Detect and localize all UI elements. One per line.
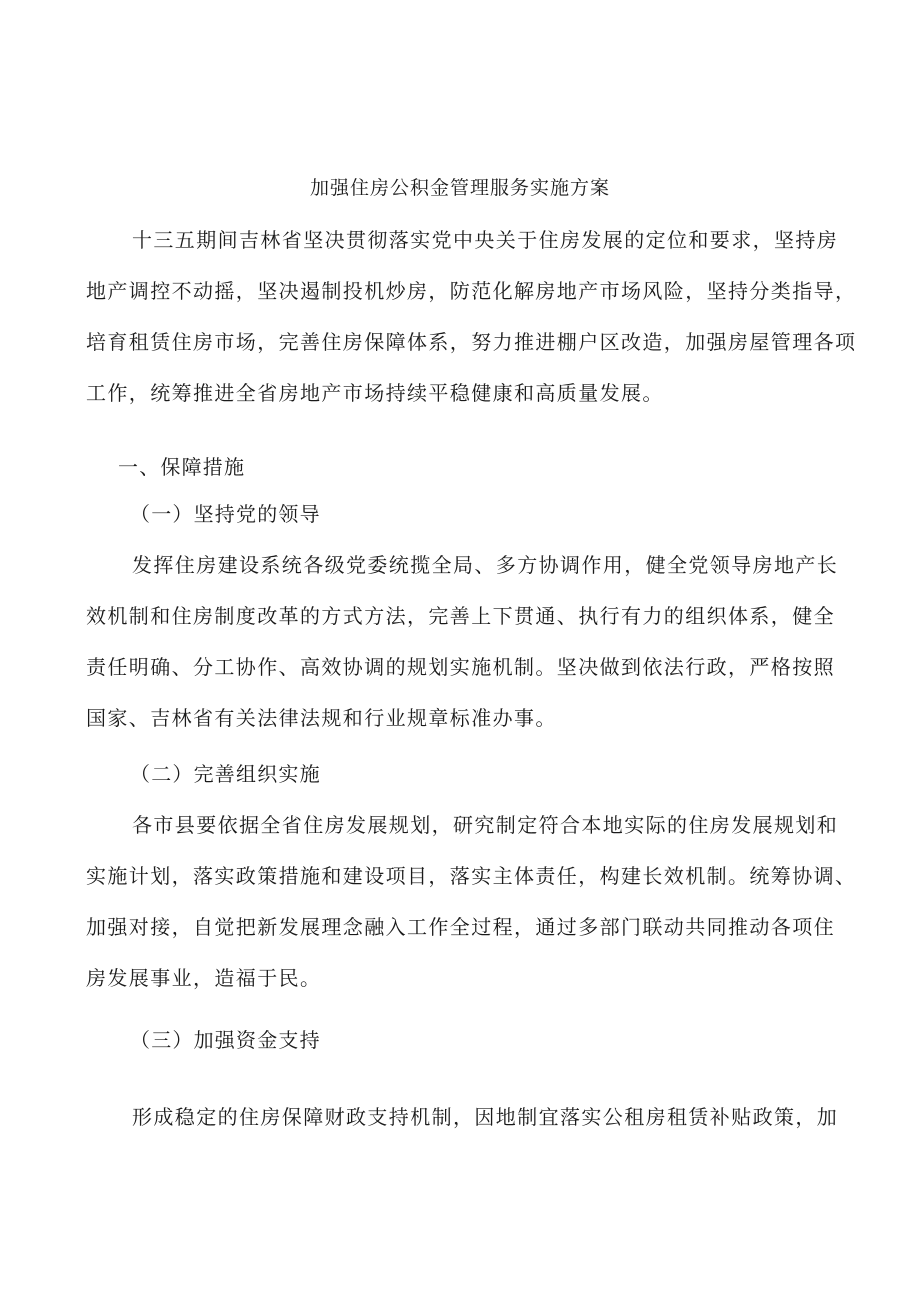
paragraph-line: 加强对接，自觉把新发展理念融入工作全过程，通过多部门联动共同推动各项住 (86, 915, 835, 939)
paragraph-line: 形成稳定的住房保障财政支持机制，因地制宜落实公租房租赁补贴政策，加 (132, 1105, 839, 1129)
subsection-heading: （一）坚持党的领导 (130, 502, 321, 526)
section-heading: 一、保障措施 (118, 455, 246, 479)
paragraph-line: 效机制和住房制度改革的方式方法，完善上下贯通、执行有力的组织体系，健全 (86, 604, 835, 628)
paragraph-line: 十三五期间吉林省坚决贯彻落实党中央关于住房发展的定位和要求，坚持房 (132, 228, 839, 252)
intro-paragraph (86, 215, 857, 419)
paragraph-line: 责任明确、分工协作、高效协调的规划实施机制。坚决做到依法行政，严格按照 (86, 655, 835, 679)
subsection-2-paragraph (86, 800, 857, 1004)
paragraph-line: 培育租赁住房市场，完善住房保障体系，努力推进棚户区改造，加强房屋管理各项 (86, 330, 857, 354)
subsection-heading: （三）加强资金支持 (130, 1028, 321, 1052)
paragraph-line: 地产调控不动摇，坚决遏制投机炒房，防范化解房地产市场风险，坚持分类指导， (86, 279, 857, 303)
paragraph-line: 国家、吉林省有关法律法规和行业规章标准办事。 (86, 706, 557, 730)
paragraph-line: 工作，统筹推进全省房地产市场持续平稳健康和高质量发展。 (86, 381, 664, 405)
paragraph-line: 发挥住房建设系统各级党委统揽全局、多方协调作用，健全党领导房地产长 (132, 553, 839, 577)
paragraph-line: 实施计划，落实政策措施和建设项目，落实主体责任，构建长效机制。统筹协调、 (86, 864, 857, 888)
paragraph-line: 各市县要依据全省住房发展规划，研究制定符合本地实际的住房发展规划和 (132, 813, 839, 837)
subsection-1-paragraph (86, 540, 838, 744)
document-title: 加强住房公积金管理服务实施方案 (309, 177, 610, 199)
subsection-heading: （二）完善组织实施 (130, 762, 321, 786)
subsection-3-paragraph (86, 1092, 838, 1143)
paragraph-line: 房发展事业，造福于民。 (86, 966, 322, 990)
